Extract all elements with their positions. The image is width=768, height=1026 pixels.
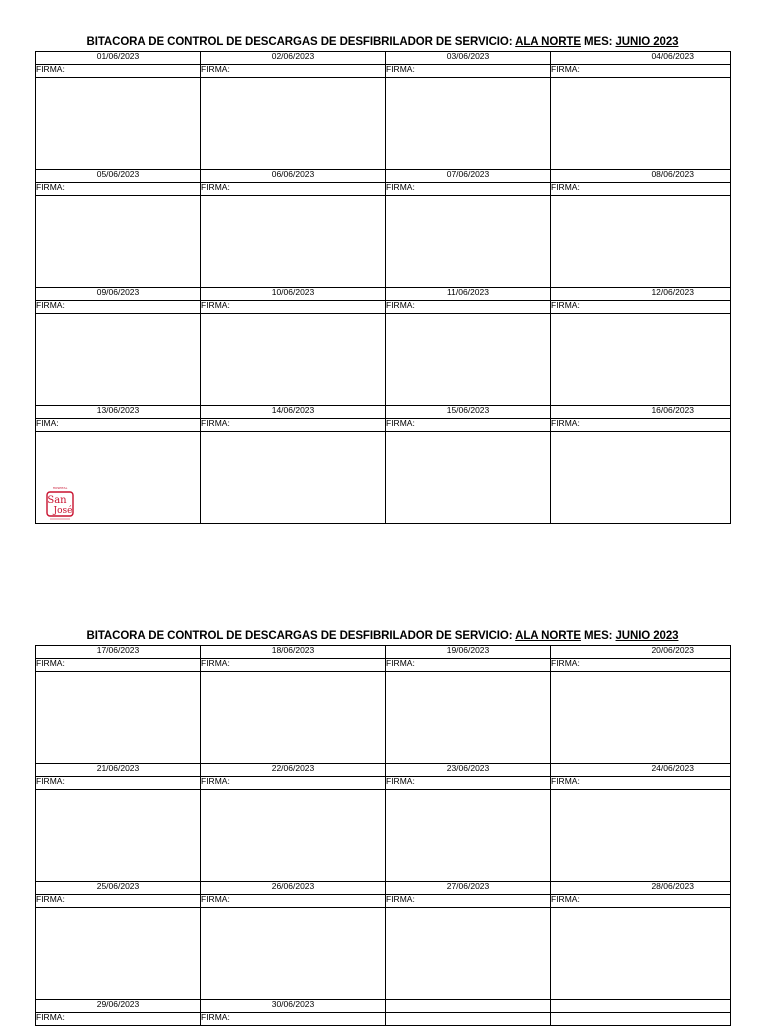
logo-line2: José: [53, 506, 73, 516]
sheet-title: [35, 36, 730, 48]
date-cell: 23/06/2023: [386, 764, 551, 777]
title-area: ALA NORTE: [515, 630, 581, 642]
date-cell: 19/06/2023: [386, 646, 551, 659]
title-month: JUNIO 2023: [615, 630, 679, 642]
signature-label: FIRMA:: [386, 301, 551, 314]
signature-box[interactable]: [551, 196, 731, 288]
date-cell: 04/06/2023: [551, 52, 731, 65]
date-cell: 22/06/2023: [201, 764, 386, 777]
date-cell: [551, 1000, 731, 1013]
signature-box[interactable]: [551, 672, 731, 764]
signature-box[interactable]: [201, 314, 386, 406]
date-cell: 17/06/2023: [36, 646, 201, 659]
signature-label: FIRMA:: [551, 419, 731, 432]
signature-label: FIRMA:: [201, 65, 386, 78]
signature-label: FIRMA:: [551, 895, 731, 908]
date-cell: 18/06/2023: [201, 646, 386, 659]
signature-box[interactable]: [36, 908, 201, 1000]
signature-label: FIRMA:: [36, 301, 201, 314]
signature-label: FIRMA:: [551, 777, 731, 790]
date-cell: 27/06/2023: [386, 882, 551, 895]
signature-label: FIRMA:: [386, 65, 551, 78]
signature-label: FIRMA:: [551, 183, 731, 196]
signature-box[interactable]: [386, 790, 551, 882]
date-cell: 30/06/2023: [201, 1000, 386, 1013]
signature-label: FIRMA:: [36, 1013, 201, 1026]
date-cell: 08/06/2023: [551, 170, 731, 183]
signature-box[interactable]: [201, 672, 386, 764]
logo-line1: San: [47, 495, 67, 506]
signature-box[interactable]: [551, 78, 731, 170]
signature-box[interactable]: [36, 196, 201, 288]
date-cell: 21/06/2023: [36, 764, 201, 777]
date-cell: 20/06/2023: [551, 646, 731, 659]
title-month-label: MES:: [584, 630, 613, 642]
signature-label: FIRMA:: [386, 777, 551, 790]
date-cell: 07/06/2023: [386, 170, 551, 183]
title-prefix: BITACORA DE CONTROL DE DESCARGAS DE DESFIBRILADOR DE SERVICIO:: [86, 630, 513, 642]
signature-box[interactable]: [201, 790, 386, 882]
signature-label: FIRMA:: [551, 301, 731, 314]
date-cell: 28/06/2023: [551, 882, 731, 895]
signature-box[interactable]: [386, 908, 551, 1000]
signature-label: FIRMA:: [551, 65, 731, 78]
signature-label: FIRMA:: [201, 419, 386, 432]
signature-box[interactable]: [551, 314, 731, 406]
date-cell: 10/06/2023: [201, 288, 386, 301]
date-cell: 03/06/2023: [386, 52, 551, 65]
signature-label: FIRMA:: [201, 895, 386, 908]
log-table: [35, 645, 731, 1026]
signature-label: FIRMA:: [201, 301, 386, 314]
date-cell: 26/06/2023: [201, 882, 386, 895]
signature-label: FIRMA:: [36, 659, 201, 672]
signature-box[interactable]: [36, 432, 201, 524]
date-cell: 12/06/2023: [551, 288, 731, 301]
date-cell: 16/06/2023: [551, 406, 731, 419]
signature-box[interactable]: [36, 78, 201, 170]
date-cell: 05/06/2023: [36, 170, 201, 183]
signature-box[interactable]: [386, 672, 551, 764]
title-month-label: MES:: [584, 36, 613, 48]
signature-box[interactable]: [36, 790, 201, 882]
signature-label: FIRMA:: [201, 1013, 386, 1026]
date-cell: 06/06/2023: [201, 170, 386, 183]
signature-label: FIRMA:: [551, 659, 731, 672]
date-cell: 15/06/2023: [386, 406, 551, 419]
date-cell: 25/06/2023: [36, 882, 201, 895]
title-area: ALA NORTE: [515, 36, 581, 48]
signature-box[interactable]: [36, 314, 201, 406]
date-cell: 11/06/2023: [386, 288, 551, 301]
title-month: JUNIO 2023: [615, 36, 679, 48]
date-cell: 29/06/2023: [36, 1000, 201, 1013]
signature-box[interactable]: [201, 78, 386, 170]
signature-label: FIRMA:: [386, 183, 551, 196]
signature-label: FIRMA:: [386, 895, 551, 908]
date-cell: 02/06/2023: [201, 52, 386, 65]
signature-box[interactable]: [201, 432, 386, 524]
signature-box[interactable]: [201, 908, 386, 1000]
date-cell: 24/06/2023: [551, 764, 731, 777]
signature-label: FIRMA:: [201, 659, 386, 672]
signature-box[interactable]: [386, 78, 551, 170]
signature-box[interactable]: [386, 314, 551, 406]
date-cell: 14/06/2023: [201, 406, 386, 419]
signature-box[interactable]: [551, 908, 731, 1000]
log-table: [35, 51, 731, 524]
signature-label: FIRMA:: [36, 777, 201, 790]
signature-label: FIRMA:: [386, 659, 551, 672]
date-cell: 13/06/2023: [36, 406, 201, 419]
signature-box[interactable]: [36, 672, 201, 764]
logo-top-text: HOSPITAL: [52, 486, 68, 490]
signature-box[interactable]: [386, 432, 551, 524]
signature-label: FIRMA:: [36, 183, 201, 196]
signature-box[interactable]: [386, 196, 551, 288]
date-cell: [386, 1000, 551, 1013]
sheet-title: [35, 630, 730, 642]
signature-label: FIRMA:: [201, 777, 386, 790]
date-cell: 01/06/2023: [36, 52, 201, 65]
signature-label: FIRMA:: [201, 183, 386, 196]
signature-box[interactable]: [201, 196, 386, 288]
date-cell: 09/06/2023: [36, 288, 201, 301]
signature-label: FIRMA:: [386, 419, 551, 432]
signature-box[interactable]: [551, 432, 731, 524]
signature-label: FIMA:: [36, 419, 201, 432]
signature-label: FIRMA:: [36, 895, 201, 908]
signature-label: FIRMA:: [36, 65, 201, 78]
title-prefix: BITACORA DE CONTROL DE DESCARGAS DE DESFIBRILADOR DE SERVICIO:: [86, 36, 513, 48]
signature-box[interactable]: [551, 790, 731, 882]
hospital-san-jose-logo: [44, 485, 76, 521]
